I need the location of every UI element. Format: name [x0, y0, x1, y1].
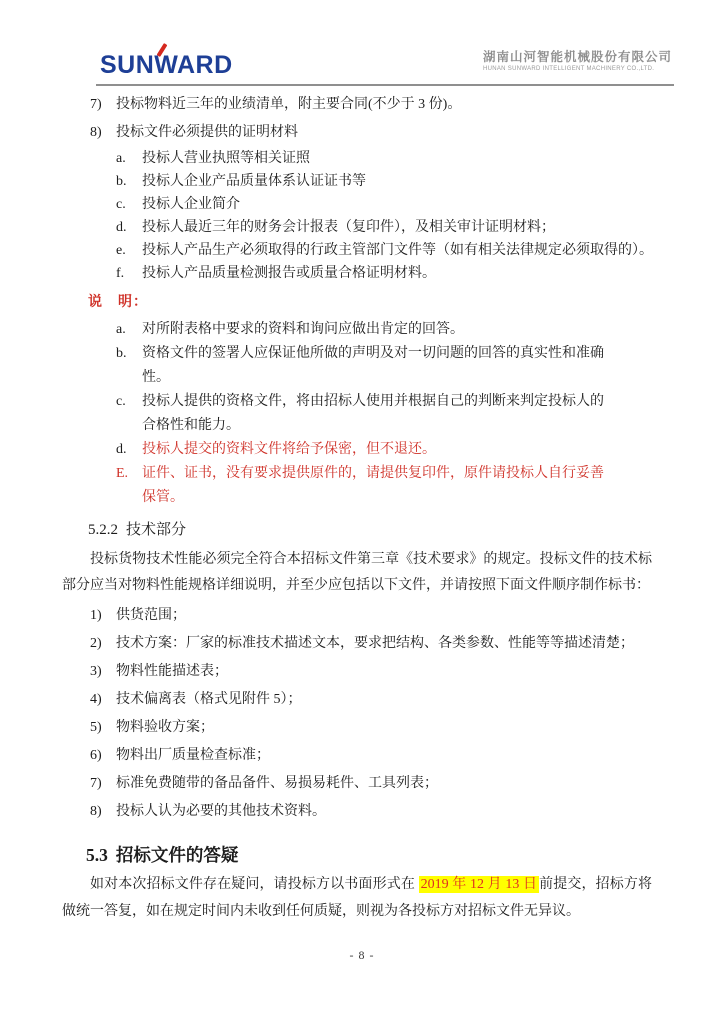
list-item-text-red: 证件、证书，没有要求提供原件的，请提供复印件，原件请投标人自行妥善保管。	[142, 466, 604, 505]
list-item	[116, 263, 674, 285]
proof-materials-list	[116, 148, 674, 285]
section-number: 5.2.2	[88, 522, 118, 538]
list-item-letter: E.	[116, 466, 129, 481]
list-item	[116, 342, 610, 390]
sunward-logo-text: SUNWARD	[100, 51, 233, 79]
list-item-text: 投标人产品生产必须取得的行政主管部门文件等（如有相关法律规定必须取得的）。	[142, 243, 653, 258]
section-title: 招标文件的答疑	[115, 845, 239, 865]
list-item-text: 对所附表格中要求的资料和询问应做出肯定的回答。	[142, 322, 464, 337]
list-item-letter: c.	[116, 197, 126, 212]
list-item-number: 1)	[90, 608, 102, 623]
list-item	[90, 92, 674, 117]
list-item-text: 物料验收方案；	[116, 720, 214, 735]
list-item-text: 投标人企业简介	[142, 197, 240, 212]
list-item	[116, 390, 610, 438]
highlighted-deadline-date: 2019 年 12 月 13 日	[420, 877, 538, 892]
list-item-text: 投标人提供的资格文件，将由招标人使用并根据自己的判断来判定投标人的合格性和能力。	[142, 394, 604, 433]
list-item-text: 投标人营业执照等相关证照	[142, 151, 310, 166]
list-item	[116, 438, 610, 462]
sunward-logo	[100, 50, 240, 80]
list-item	[90, 603, 674, 629]
list-item	[90, 120, 674, 145]
list-item	[90, 771, 674, 797]
technical-intro-paragraph: 投标货物技术性能必须完全符合本招标文件第三章《技术要求》的规定。投标文件的技术标部分应当对物料性能规格详细说明，并至少应包括以下文件，并请按照下面文件顺序制作标书：	[62, 552, 652, 593]
list-item	[90, 687, 674, 713]
list-item-number: 4)	[90, 692, 102, 707]
list-item-text: 投标人最近三年的财务会计报表（复印件），及相关审计证明材料；	[142, 220, 555, 235]
list-item-text-red: 投标人提交的资料文件将给予保密，但不退还。	[142, 442, 436, 457]
list-item-text: 投标人企业产品质量体系认证证书等	[142, 174, 366, 189]
list-item-number: 6)	[90, 748, 102, 763]
list-item-number: 8)	[90, 804, 102, 819]
list-item-number: 7)	[90, 776, 102, 791]
top-numbered-list	[90, 92, 674, 145]
list-item-text: 物料出厂质量检查标准；	[116, 748, 270, 763]
list-item	[116, 462, 610, 510]
list-item	[90, 715, 674, 741]
list-item-text: 投标物料近三年的业绩清单，附主要合同(不少于 3 份)。	[116, 97, 462, 112]
list-item-text: 投标人产品质量检测报告或质量合格证明材料。	[142, 266, 436, 281]
inquiry-paragraph	[62, 871, 652, 925]
section-heading-5-2-2	[88, 518, 674, 543]
list-item	[116, 148, 674, 170]
list-item-letter: e.	[116, 243, 126, 258]
list-item	[90, 743, 674, 769]
list-item-number: 7)	[90, 97, 102, 112]
list-item	[116, 240, 674, 262]
list-item-text: 物料性能描述表；	[116, 664, 228, 679]
list-item-number: 5)	[90, 720, 102, 735]
list-item-letter: a.	[116, 322, 126, 337]
list-item-letter: c.	[116, 394, 126, 409]
list-item-text: 技术方案：厂家的标准技术描述文本，要求把结构、各类参数、性能等等描述清楚；	[116, 636, 634, 651]
list-item-letter: a.	[116, 151, 126, 166]
list-item-letter: d.	[116, 442, 127, 457]
section-heading-5-3	[86, 841, 674, 869]
list-item-letter: d.	[116, 220, 127, 235]
list-item	[116, 171, 674, 193]
paragraph-text: 如对本次招标文件存在疑问，请投标方以书面形式在	[90, 877, 419, 892]
list-item-letter: f.	[116, 266, 125, 281]
list-item-number: 8)	[90, 125, 102, 140]
list-item-text: 标准免费随带的备品备件、易损易耗件、工具列表；	[116, 776, 438, 791]
list-item-number: 2)	[90, 636, 102, 651]
list-item-letter: b.	[116, 346, 127, 361]
list-item-text: 供货范围；	[116, 608, 186, 623]
list-item	[90, 631, 674, 657]
section-title: 技术部分	[126, 522, 187, 538]
company-name-block	[483, 50, 672, 73]
section-number: 5.3	[86, 845, 108, 865]
list-item	[90, 659, 674, 685]
page-header	[0, 0, 724, 84]
list-item	[116, 217, 674, 239]
list-item-number: 3)	[90, 664, 102, 679]
notes-heading: 说 明：	[88, 295, 148, 310]
list-item-text: 投标人认为必要的其他技术资料。	[116, 804, 326, 819]
list-item	[116, 194, 674, 216]
company-name-en: HUNAN SUNWARD INTELLIGENT MACHINERY CO.,LTD.	[482, 66, 655, 72]
document-body	[0, 84, 724, 925]
notes-list	[116, 318, 610, 510]
technical-documents-list	[90, 603, 674, 825]
list-item-text: 资格文件的签署人应保证他所做的声明及对一切问题的回答的真实性和准确性。	[142, 346, 604, 385]
paragraph-text: 前提交，招标方将做统一答复，如在规定时间内未收到任何质疑，则视为各投标方对招标文件无异议。	[62, 877, 653, 919]
list-item-text: 技术偏离表（格式见附件 5）；	[116, 692, 302, 707]
list-item	[116, 318, 610, 342]
list-item-letter: b.	[116, 174, 127, 189]
page-number: - 8 -	[349, 948, 375, 962]
list-item-text: 投标文件必须提供的证明材料	[116, 125, 298, 140]
list-item	[90, 799, 674, 825]
company-name-cn: 湖南山河智能机械股份有限公司	[482, 50, 672, 64]
